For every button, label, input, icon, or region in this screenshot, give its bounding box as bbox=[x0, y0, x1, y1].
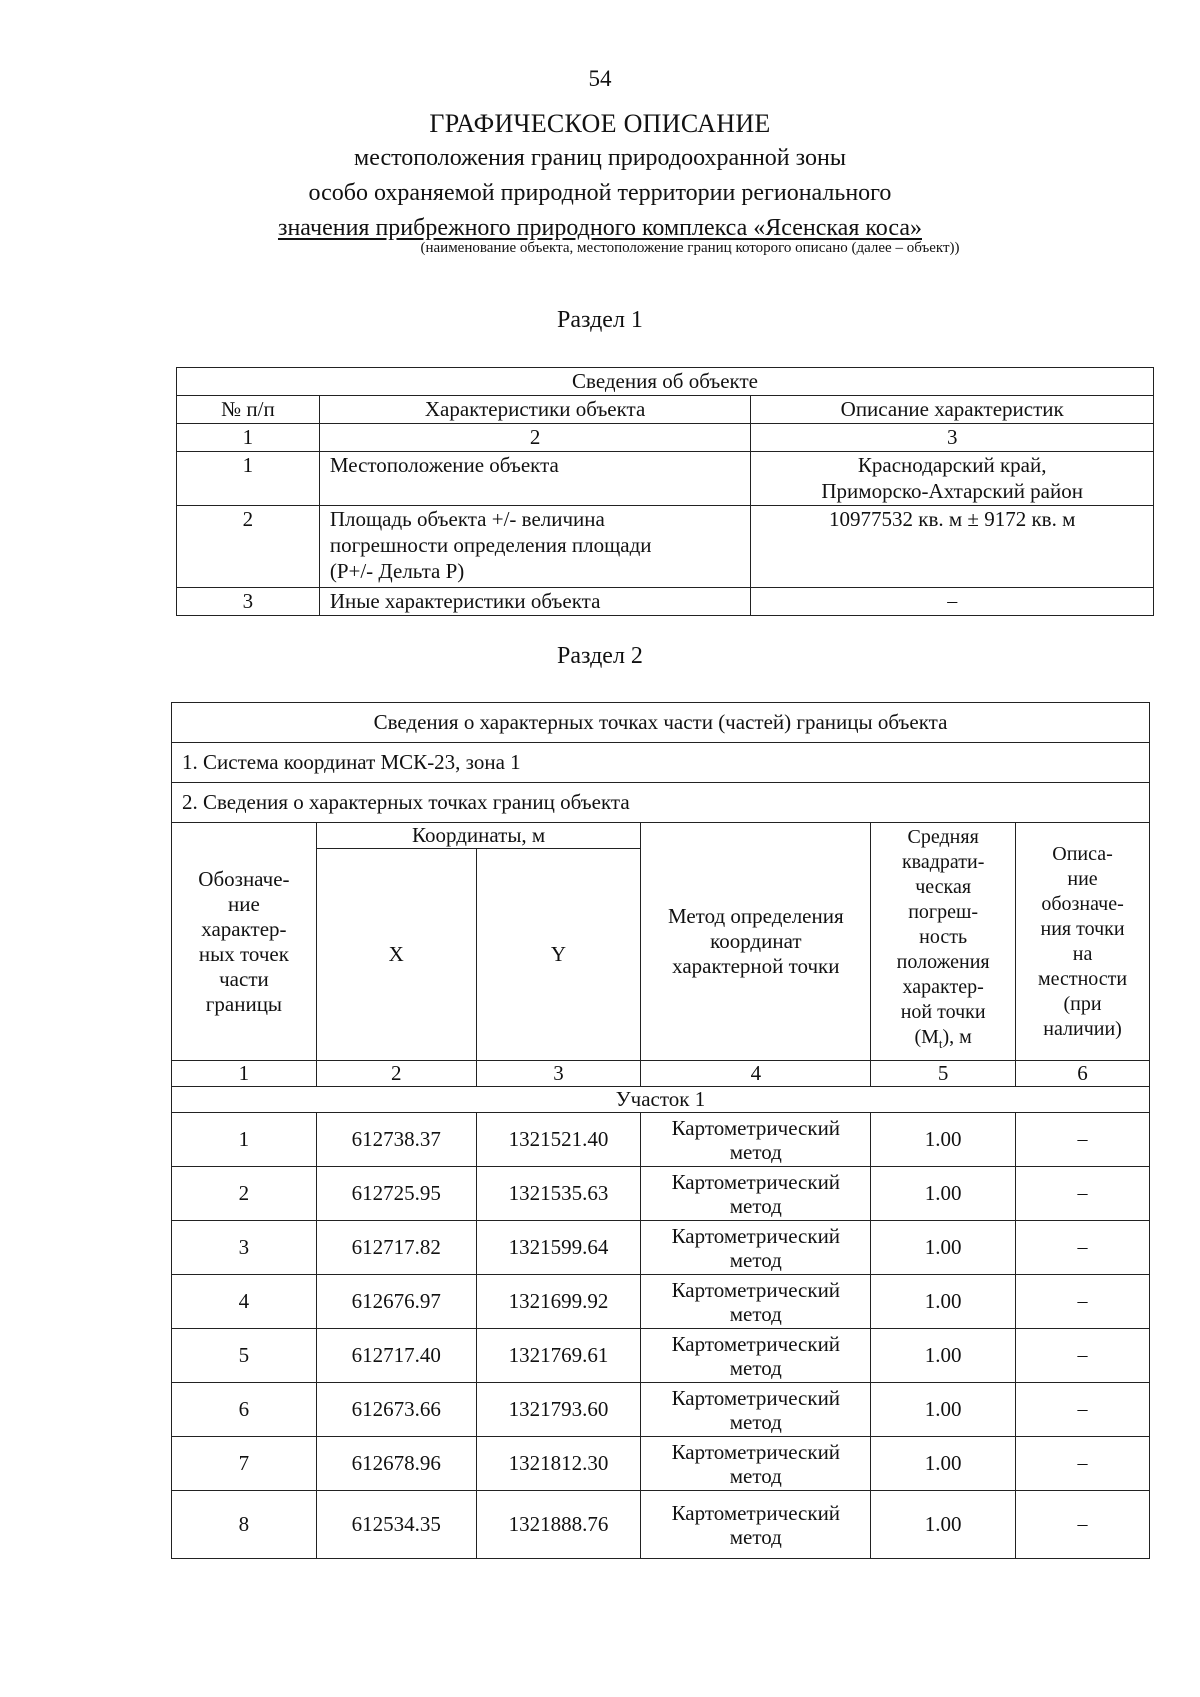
header-line: Описа- bbox=[1052, 842, 1113, 865]
characteristic-description: 10977532 кв. м ± 9172 кв. м bbox=[751, 506, 1154, 588]
x-coordinate: 612717.40 bbox=[316, 1329, 476, 1383]
name-line: Площадь объекта +/- величина bbox=[329, 507, 605, 531]
header-line: на bbox=[1072, 942, 1093, 965]
characteristic-name bbox=[319, 506, 751, 588]
name-line: погрешности определения площади bbox=[329, 533, 652, 557]
x-coordinate: 612738.37 bbox=[316, 1113, 476, 1167]
x-coordinate: 612717.82 bbox=[316, 1221, 476, 1275]
mt-symbol: (M bbox=[914, 1026, 939, 1048]
object-caption: (наименование объекта, местоположение границ которого описано (далее – объект)) bbox=[420, 240, 960, 256]
table-row bbox=[172, 1221, 1150, 1275]
y-header: Y bbox=[476, 849, 641, 1061]
point-description: – bbox=[1016, 1383, 1150, 1437]
method-line: метод bbox=[729, 1463, 782, 1488]
method-line: Картометрический bbox=[671, 1331, 841, 1356]
boundary-points-table bbox=[171, 702, 1150, 1559]
x-header: X bbox=[316, 849, 476, 1061]
method-line: Картометрический bbox=[671, 1277, 841, 1302]
point-number: 4 bbox=[172, 1275, 317, 1329]
subtitle-line-3: значения прибрежного природного комплекса «Ясенская коса» bbox=[277, 215, 922, 241]
characteristic-description: – bbox=[751, 588, 1154, 616]
header-line: местности bbox=[1037, 967, 1128, 990]
table-row bbox=[177, 588, 1154, 616]
table-row bbox=[172, 1275, 1150, 1329]
header-line: границы bbox=[205, 991, 283, 1016]
header-line: ние bbox=[228, 891, 260, 916]
header-line: характерной точки bbox=[672, 954, 840, 978]
method-line: метод bbox=[729, 1139, 782, 1164]
method-line: Картометрический bbox=[671, 1115, 841, 1140]
header-line bbox=[881, 1025, 1005, 1056]
header-line: части bbox=[219, 966, 269, 991]
method-header bbox=[641, 823, 871, 1061]
header-line: ние bbox=[1067, 867, 1098, 890]
x-coordinate: 612676.97 bbox=[316, 1275, 476, 1329]
header-line: положения bbox=[896, 951, 990, 973]
page-number: 54 bbox=[588, 66, 612, 91]
section-2-title: Раздел 2 bbox=[557, 643, 643, 669]
y-coordinate: 1321888.76 bbox=[476, 1491, 641, 1559]
row-number: 1 bbox=[177, 452, 320, 506]
mt-subscript: t bbox=[938, 1036, 943, 1051]
section-1-title: Раздел 1 bbox=[557, 307, 643, 333]
column-number-row bbox=[177, 424, 1154, 452]
point-description: – bbox=[1016, 1491, 1150, 1559]
method-line: метод bbox=[729, 1193, 782, 1218]
error-header bbox=[871, 823, 1016, 1061]
x-coordinate: 612725.95 bbox=[316, 1167, 476, 1221]
column-number: 6 bbox=[1016, 1061, 1150, 1087]
method-line: метод bbox=[729, 1355, 782, 1380]
y-coordinate: 1321793.60 bbox=[476, 1383, 641, 1437]
method bbox=[641, 1437, 871, 1491]
point-description: – bbox=[1016, 1167, 1150, 1221]
point-number: 2 bbox=[172, 1167, 317, 1221]
point-number: 5 bbox=[172, 1329, 317, 1383]
x-coordinate: 612534.35 bbox=[316, 1491, 476, 1559]
mean-square-error: 1.00 bbox=[871, 1113, 1016, 1167]
object-info-table-title: Сведения об объекте bbox=[177, 368, 1154, 396]
x-coordinate: 612678.96 bbox=[316, 1437, 476, 1491]
characteristic-name: Местоположение объекта bbox=[319, 452, 751, 506]
method-line: Картометрический bbox=[671, 1385, 841, 1410]
header-line: Метод определения bbox=[667, 904, 844, 928]
mean-square-error: 1.00 bbox=[871, 1491, 1016, 1559]
header-line: обозначе- bbox=[1041, 892, 1124, 915]
point-number: 8 bbox=[172, 1491, 317, 1559]
mean-square-error: 1.00 bbox=[871, 1329, 1016, 1383]
method-line: метод bbox=[729, 1301, 782, 1326]
header-line: характер- bbox=[902, 976, 984, 998]
point-description: – bbox=[1016, 1437, 1150, 1491]
header-line: погреш- bbox=[908, 901, 979, 923]
mean-square-error: 1.00 bbox=[871, 1221, 1016, 1275]
column-number: 2 bbox=[319, 424, 751, 452]
column-number: 3 bbox=[476, 1061, 641, 1087]
method bbox=[641, 1383, 871, 1437]
column-number-row bbox=[172, 1061, 1150, 1087]
y-coordinate: 1321599.64 bbox=[476, 1221, 641, 1275]
mean-square-error: 1.00 bbox=[871, 1167, 1016, 1221]
subtitle-line-2: особо охраняемой природной территории регионального bbox=[308, 180, 892, 206]
y-coordinate: 1321535.63 bbox=[476, 1167, 641, 1221]
mean-square-error: 1.00 bbox=[871, 1275, 1016, 1329]
column-number: 1 bbox=[177, 424, 320, 452]
column-number: 3 bbox=[751, 424, 1154, 452]
table-row bbox=[177, 506, 1154, 588]
x-coordinate: 612673.66 bbox=[316, 1383, 476, 1437]
method-line: метод bbox=[729, 1409, 782, 1434]
description-header bbox=[1016, 823, 1150, 1061]
point-description: – bbox=[1016, 1275, 1150, 1329]
column-header: Описание характеристик bbox=[751, 396, 1154, 424]
coordinates-header: Координаты, м bbox=[316, 823, 641, 849]
table-row bbox=[172, 1329, 1150, 1383]
point-description: – bbox=[1016, 1113, 1150, 1167]
column-number: 5 bbox=[871, 1061, 1016, 1087]
header-line: наличии) bbox=[1043, 1017, 1122, 1040]
point-number: 3 bbox=[172, 1221, 317, 1275]
method-line: метод bbox=[729, 1524, 782, 1549]
object-info-table bbox=[176, 367, 1154, 616]
point-description: – bbox=[1016, 1329, 1150, 1383]
header-line: ной точки bbox=[900, 1001, 986, 1023]
table-row bbox=[172, 1113, 1150, 1167]
method-line: Картометрический bbox=[671, 1223, 841, 1248]
header-line: ния точки bbox=[1040, 917, 1125, 940]
header-line: Обозначе- bbox=[198, 866, 290, 891]
characteristic-description bbox=[751, 452, 1154, 506]
characteristic-name: Иные характеристики объекта bbox=[319, 588, 751, 616]
y-coordinate: 1321521.40 bbox=[476, 1113, 641, 1167]
method bbox=[641, 1167, 871, 1221]
method bbox=[641, 1329, 871, 1383]
table-row bbox=[172, 1383, 1150, 1437]
boundary-points-table-title: Сведения о характерных точках части (частей) границы объекта bbox=[172, 703, 1150, 743]
method bbox=[641, 1113, 871, 1167]
method-line: Картометрический bbox=[671, 1439, 841, 1464]
method bbox=[641, 1275, 871, 1329]
header-line: ность bbox=[919, 926, 968, 948]
method-line: Картометрический bbox=[671, 1500, 841, 1525]
mt-unit: ), м bbox=[942, 1026, 972, 1048]
plot-label: Участок 1 bbox=[172, 1087, 1150, 1113]
description-line: Приморско-Ахтарский район bbox=[821, 479, 1083, 503]
header-line: квадрати- bbox=[901, 851, 985, 873]
row-number: 3 bbox=[177, 588, 320, 616]
description-line: Краснодарский край, bbox=[857, 453, 1047, 477]
y-coordinate: 1321769.61 bbox=[476, 1329, 641, 1383]
point-number: 1 bbox=[172, 1113, 317, 1167]
name-line: (Р+/- Дельта Р) bbox=[329, 559, 465, 583]
column-number: 4 bbox=[641, 1061, 871, 1087]
designation-header bbox=[172, 823, 317, 1061]
method bbox=[641, 1491, 871, 1559]
column-header: Характеристики объекта bbox=[319, 396, 751, 424]
header-line: ных точек bbox=[198, 941, 289, 966]
method-line: Картометрический bbox=[671, 1169, 841, 1194]
header-line: (при bbox=[1063, 992, 1102, 1015]
method-line: метод bbox=[729, 1247, 782, 1272]
point-description: – bbox=[1016, 1221, 1150, 1275]
column-number: 2 bbox=[316, 1061, 476, 1087]
point-number: 6 bbox=[172, 1383, 317, 1437]
column-header: № п/п bbox=[177, 396, 320, 424]
table-row bbox=[172, 1437, 1150, 1491]
subtitle-line-1: местоположения границ природоохранной зоны bbox=[354, 145, 846, 171]
document-header bbox=[0, 106, 1200, 246]
row-number: 2 bbox=[177, 506, 320, 588]
coordinate-system: 1. Система координат МСК-23, зона 1 bbox=[172, 743, 1150, 783]
points-subtitle: 2. Сведения о характерных точках границ объекта bbox=[172, 783, 1150, 823]
table-header-row bbox=[177, 396, 1154, 424]
header-line: характер- bbox=[201, 916, 287, 941]
mean-square-error: 1.00 bbox=[871, 1437, 1016, 1491]
mean-square-error: 1.00 bbox=[871, 1383, 1016, 1437]
point-number: 7 bbox=[172, 1437, 317, 1491]
points-body bbox=[172, 1113, 1150, 1559]
table-row bbox=[177, 452, 1154, 506]
header-line: ческая bbox=[915, 876, 972, 898]
table-row bbox=[172, 1167, 1150, 1221]
y-coordinate: 1321699.92 bbox=[476, 1275, 641, 1329]
method bbox=[641, 1221, 871, 1275]
table-row bbox=[172, 1491, 1150, 1559]
header-line: координат bbox=[710, 929, 802, 953]
header-line: Средняя bbox=[907, 826, 979, 848]
document-title: ГРАФИЧЕСКОЕ ОПИСАНИЕ bbox=[429, 109, 771, 138]
column-number: 1 bbox=[172, 1061, 317, 1087]
y-coordinate: 1321812.30 bbox=[476, 1437, 641, 1491]
